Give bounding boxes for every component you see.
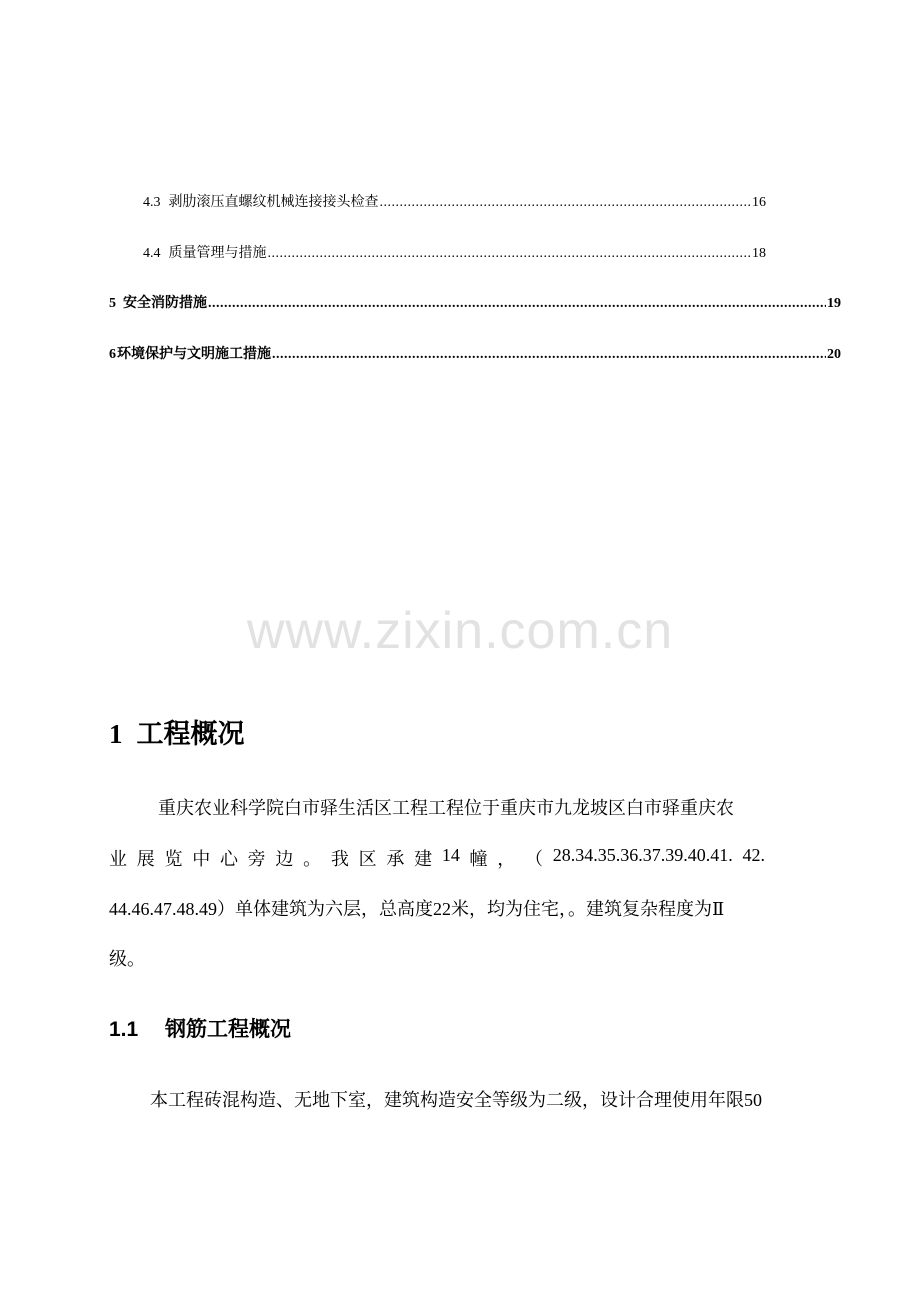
paragraph-token: 边 — [275, 849, 294, 869]
paragraph-token: 14 — [441, 845, 460, 865]
paragraph-token: 42. — [742, 845, 765, 865]
paragraph-token: 中 — [192, 849, 211, 869]
paragraph-token: （ — [525, 849, 544, 869]
paragraph-token: 承 — [386, 849, 405, 869]
paragraph-line: 重庆农业科学院白市驿生活区工程工程位于重庆市九龙坡区白市驿重庆农 — [158, 798, 734, 818]
paragraph-line: 44.46.47.48.49）单体建筑为六层，总高度22米，均为住宅，。建筑复杂程度为Ⅱ — [109, 899, 725, 919]
section-number: 1 — [109, 719, 123, 749]
toc-entry-title: 环境保护与文明施工措施 — [117, 347, 272, 362]
section-heading-1 — [109, 712, 245, 751]
toc-entry-number: 4.4 — [143, 246, 161, 261]
paragraph-token: 我 — [330, 849, 349, 869]
toc-entry-number: 5 — [109, 296, 116, 311]
paragraph-token: 。 — [303, 849, 322, 869]
toc-dot-leader — [268, 246, 752, 262]
toc-entry-page: 16 — [752, 195, 766, 210]
toc-entry-title: 质量管理与措施 — [168, 246, 267, 261]
paragraph-token: 展 — [136, 849, 155, 869]
paragraph-line: 级。 — [109, 949, 145, 969]
section-number: 1.1 — [109, 1018, 139, 1041]
toc-entry-4-4[interactable] — [143, 242, 766, 262]
paragraph-token: 览 — [164, 849, 183, 869]
toc-entry-page: 20 — [827, 347, 841, 362]
toc-entry-number: 4.3 — [143, 195, 161, 210]
section-title: 钢筋工程概况 — [165, 1017, 291, 1041]
section-heading-1-1 — [109, 1013, 291, 1043]
toc-entry-title: 剥肋滚压直螺纹机械连接接头检查 — [168, 195, 379, 210]
paragraph-token: 旁 — [247, 849, 266, 869]
paragraph-token: 区 — [358, 849, 377, 869]
toc-entry-page: 19 — [827, 296, 841, 311]
paragraph-token: 心 — [219, 849, 238, 869]
toc-entry-title: 安全消防措施 — [123, 296, 207, 311]
toc-entry-4-3[interactable] — [143, 191, 766, 211]
paragraph-token: 建 — [414, 849, 433, 869]
paragraph-line: 本工程砖混构造、无地下室，建筑构造安全等级为二级，设计合理使用年限50 — [150, 1090, 762, 1110]
toc-entry-number: 6 — [109, 347, 116, 362]
paragraph-token: 业 — [109, 849, 127, 869]
paragraph-token: 幢 — [469, 849, 488, 869]
toc-entry-page: 18 — [752, 246, 766, 261]
section-title: 工程概况 — [136, 719, 245, 749]
toc-dot-leader — [380, 195, 752, 211]
toc-dot-leader — [272, 347, 826, 363]
toc-entry-6[interactable] — [109, 343, 841, 363]
paragraph-token: ， — [497, 849, 516, 869]
paragraph-line-justified — [109, 845, 765, 871]
toc-entry-5[interactable] — [109, 292, 841, 312]
paragraph-token: 28.34.35.36.37.39.40.41. — [552, 845, 733, 865]
watermark-text: www.zixin.com.cn — [246, 602, 674, 660]
toc-dot-leader — [208, 296, 826, 312]
